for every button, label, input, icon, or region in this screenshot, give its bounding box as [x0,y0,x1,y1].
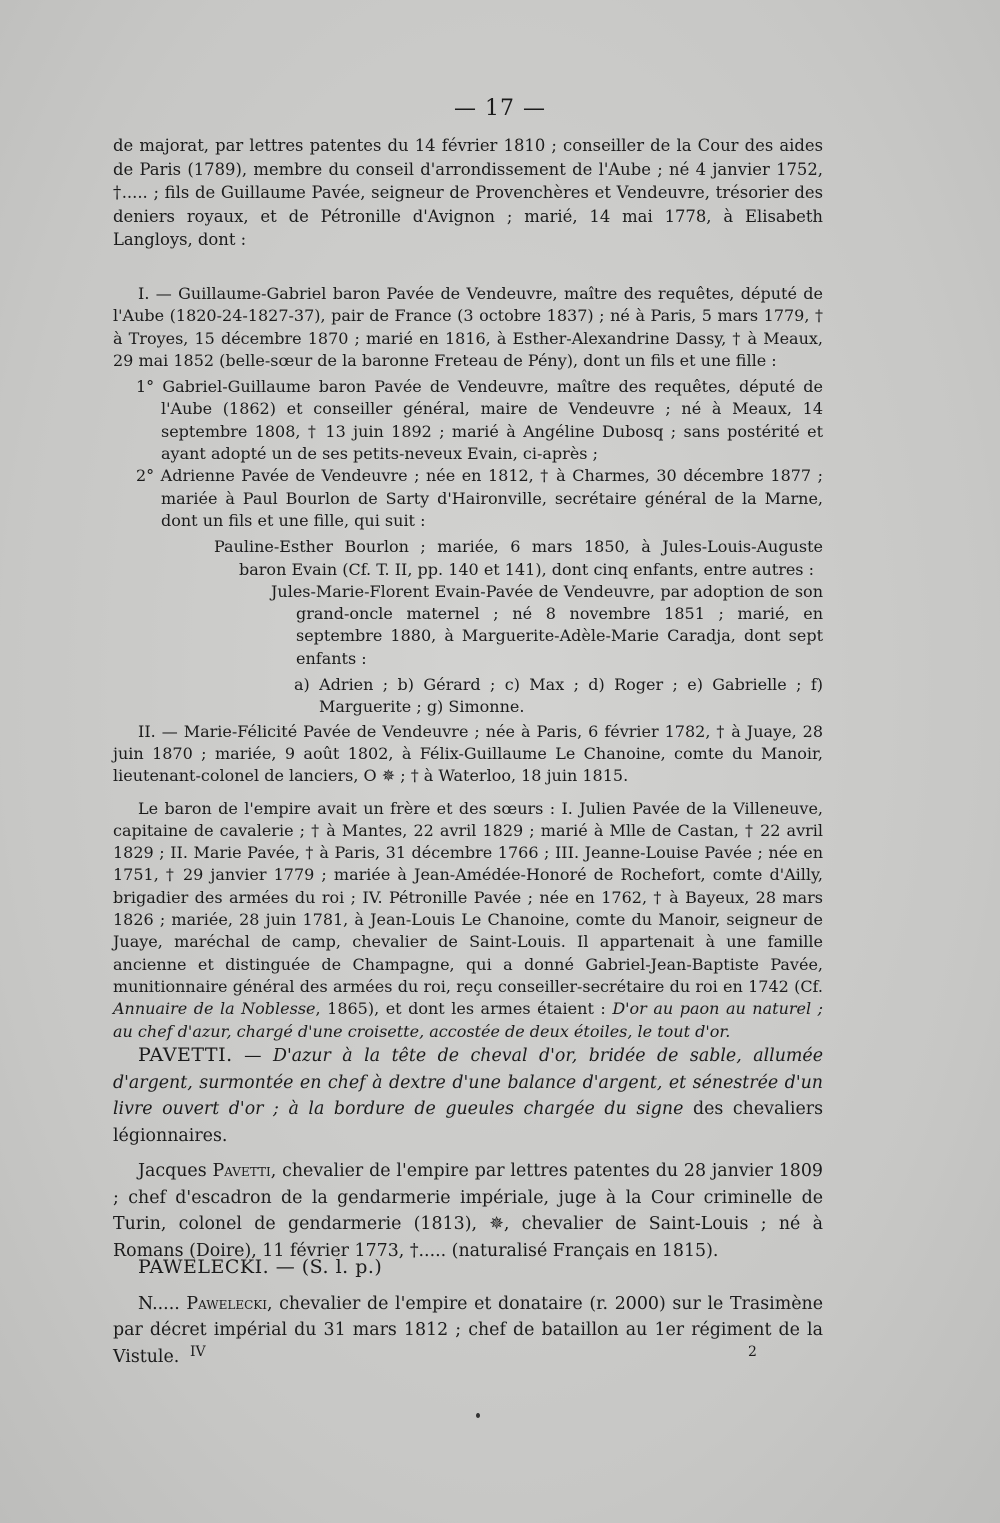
baron-family-paragraph [113,798,823,1043]
pawelecki-bio [113,1291,823,1371]
baron-arms: D'or au paon au naturel ; au chef d'azur, chargé d'une croisette, accostée de deux étoiles, le tout d'or. [113,999,824,1041]
pavetti-entry [113,1042,823,1264]
baron-mid: , 1865), et dont les armes étaient : [315,999,613,1019]
pawelecki-title: PAWELECKI. — (S. l. p.) [138,1256,383,1278]
entry-2: 2° Adrienne Pavée de Vendeuvre ; née en 1812, † à Charmes, 30 décembre 1877 ; mariée à Paul Bourlon de Sarty d'Haironville, secrétaire général de la Marne, dont un fils et une fille, qui suit : [136,466,823,530]
entry-pauline: Pauline-Esther Bourlon ; mariée, 6 mars 1850, à Jules-Louis-Auguste baron Evain (Cf. T. II, pp. 140 et 141), dont cinq enfants, entre autres : [214,537,823,579]
pavetti-bio [113,1158,823,1264]
pawelecki-entry [113,1254,823,1370]
page-number: — 17 — [454,96,546,121]
entry-children: a) Adrien ; b) Gérard ; c) Max ; d) Roger ; e) Gabrielle ; f) Marguerite ; g) Simonne. [294,675,823,717]
pawelecki-first: N..... [138,1293,187,1314]
entry-jules: Jules-Marie-Florent Evain-Pavée de Vendeuvre, par adoption de son grand-oncle maternel ; né 8 novembre 1851 ; marié, en septembre 1880, à Marguerite-Adèle-Marie Caradja, dont sept enfants : [271,581,823,668]
pavetti-arms-end: des chevaliers légionnaires. [113,1099,824,1146]
pawelecki-heading [113,1254,823,1282]
baron-citation: Annuaire de la Noblesse [113,999,316,1019]
entry-1: 1° Gabriel-Guillaume baron Pavée de Vendeuvre, maître des requêtes, député de l'Aube (1862) et conseiller général, maire de Vendeuvre ; né à Meaux, 14 septembre 1808, † 13 juin 1892 ; marié à Angéline Dubosq ; sans postérité et ayant adopté un de ses petits-neveux Evain, ci-après ; [136,377,823,464]
baron-text: Le baron de l'empire avait un frère et des sœurs : I. Julien Pavée de la Villeneuve, capitaine de cavalerie ; † à Mantes, 22 avril 1829 ; marié à Mlle de Castan, † 22 avril 1829 ; II. Marie Pavée, † à Paris, 31 décembre 1766 ; III. Jeanne-Louise Pavée ; née en 1751, † 29 janvier 1779 ; mariée à Jean-Amédée-Honoré de Rochefort, comte d'Ailly, brigadier des armées du roi ; IV. Pétronille Pavée ; née en 1762, † à Bayeux, 28 mars 1826 ; mariée, 28 juin 1781, à Jean-Louis Le Chanoine, comte du Manoir, seigneur de Juaye, maréchal de camp, chevalier de Saint-Louis. Il appartenait à une famille ancienne et distinguée de Champagne, qui a donné Gabriel-Jean-Baptiste Pavée, munitionnaire général des armées du roi, reçu conseiller-secrétaire du roi en 1742 (Cf. [113,798,823,996]
entry-II: II. — Marie-Félicité Pavée de Vendeuvre ; née à Paris, 6 février 1782, † à Juaye, 28 juin 1870 ; mariée, 9 août 1802, à Félix-Guillaume Le Chanoine, comte du Manoir, lieutenant-colonel de lanciers, O ✵ ; † à Waterloo, 18 juin 1815. [113,721,823,786]
entry-I: I. — Guillaume-Gabriel baron Pavée de Vendeuvre, maître des requêtes, député de l'Aube (1820-24-1827-37), pair de France (3 octobre 1837) ; né à Paris, 5 mars 1779, † à Troyes, 15 décembre 1870 ; marié en 1816, à Esther-Alexandrine Dassy, † à Meaux, 29 mai 1852 (belle-sœur de la baronne Freteau de Pény), dont un fils et une fille : [113,284,823,370]
pawelecki-body: , chevalier de l'empire et donataire (r. 2000) sur le Trasimène par décret impérial du 31 mars 1812 ; chef de bataillon au 1er régiment de la Vistule. [113,1293,823,1367]
majorat-paragraph: de majorat, par lettres patentes du 14 février 1810 ; conseiller de la Cour des aides de Paris (1789), membre du conseil d'arrondissement de l'Aube ; né 4 janvier 1752, †..... ; fils de Guillaume Pavée, seigneur de Provenchères et Vendeuvre, trésorier des deniers royaux, et de Pétronille d'Avignon ; marié, 14 mai 1778, à Elisabeth Langloys, dont : [113,136,823,250]
ink-speck [476,1413,480,1418]
pavetti-heading: PAVETTI. [138,1044,233,1066]
signature-mark-number: 2 [748,1344,757,1360]
pavetti-dash: — [232,1046,274,1066]
descendants-section [113,283,823,1043]
pawelecki-name: Pawelecki [186,1293,267,1314]
pavetti-name: Pavetti [212,1161,271,1181]
signature-mark-volume: IV [190,1344,206,1360]
pavetti-arms: D'azur à la tête de cheval d'or, bridée de sable, allumée d'argent, surmontée en chef à dextre d'une balance d'argent, et sénestrée d'un livre ouvert d'or ; à la bordure de gueules chargée du signe [113,1046,823,1119]
pavetti-arms-paragraph [113,1042,823,1149]
genealogy-section [113,134,823,252]
pavetti-body: , chevalier de l'empire par lettres patentes du 28 janvier 1809 ; chef d'escadron de la gendarmerie impériale, juge à la Cour criminelle de Turin, colonel de gendarmerie (1813), ✵, chevalier de Saint-Louis ; né à Romans (Doire), 11 février 1773, †..... (naturalisé Français en 1815). [113,1161,823,1261]
pavetti-first: Jacques [138,1161,213,1181]
